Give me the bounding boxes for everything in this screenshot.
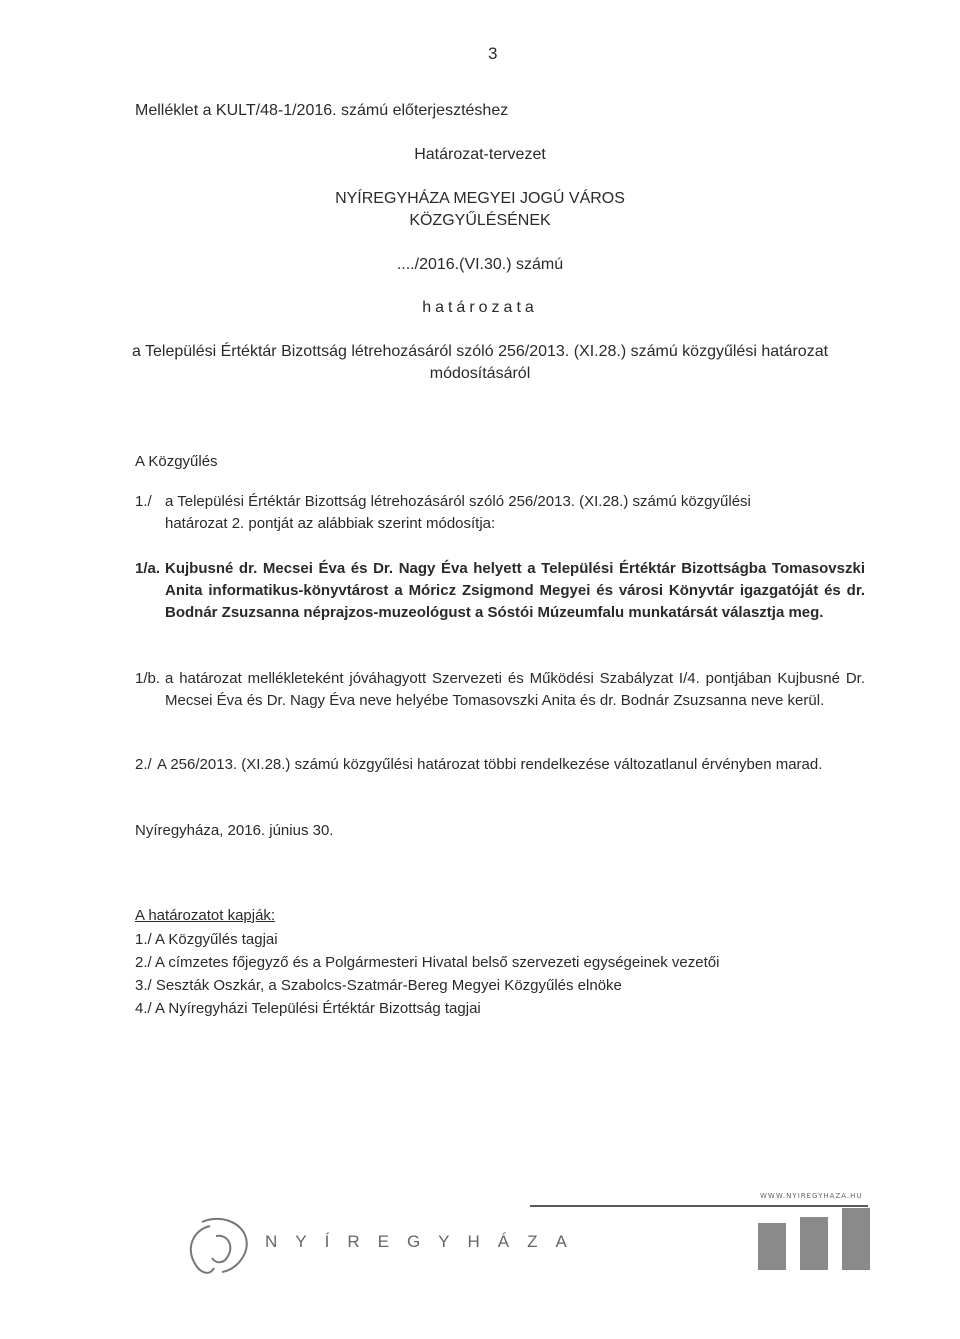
item-1-line-1: a Települési Értéktár Bizottság létrehozásáról szóló 256/2013. (XI.28.) számú közgyűlési (165, 493, 751, 510)
item-1b (135, 668, 865, 712)
item-1a (135, 558, 865, 624)
footer-brand: NYÍREGYHÁZA (265, 1232, 585, 1251)
draft-title: Határozat-tervezet (414, 146, 546, 163)
item-1b-text: a határozat mellékleteként jóváhagyott Szervezeti és Működési Szabályzat I/4. pontjában Kujbusné Dr. Mecsei Éva és Dr. Nagy Éva neve helyébe Tomasovszki Anita és dr. Bodnár Zsuzsanna neve kerül. (165, 670, 865, 709)
recipient-item: 4./ A Nyíregyházi Települési Értéktár Bizottság tagjai (135, 1000, 481, 1017)
recipients-list (135, 928, 719, 1020)
item-1a-label: 1/a. (135, 560, 161, 577)
resolution-number: ..../2016.(VI.30.) számú (396, 256, 564, 273)
subject-line-2: módosításáról (429, 365, 531, 382)
item-1-label: 1./ (135, 493, 152, 510)
footer-bar (758, 1223, 786, 1270)
page-number: 3 (488, 44, 498, 63)
footer-divider (530, 1205, 868, 1207)
footer-decorative-bars (758, 1208, 870, 1270)
issuer-line-1: NYÍREGYHÁZA MEGYEI JOGÚ VÁROS (335, 190, 625, 207)
place-date: Nyíregyháza, 2016. június 30. (135, 822, 334, 839)
item-2-text: A 256/2013. (XI.28.) számú közgyűlési határozat többi rendelkezése változatlanul érvényben marad. (157, 756, 823, 773)
subject-line-1: a Települési Értéktár Bizottság létrehozásáról szóló 256/2013. (XI.28.) számú közgyűlési határozat (131, 343, 829, 360)
recipients-title: A határozatot kapják: (135, 907, 276, 924)
footer-bar (842, 1208, 870, 1270)
footer-url: WWW.NYIREGYHAZA.HU (760, 1192, 863, 1200)
recipient-item: 2./ A címzetes főjegyző és a Polgármesteri Hivatal belső szervezeti egységeinek vezetői (135, 954, 720, 971)
recipient-item: 1./ A Közgyűlés tagjai (135, 931, 278, 948)
item-1a-text: Kujbusné dr. Mecsei Éva és Dr. Nagy Éva helyett a Települési Értéktár Bizottságba Tomasovszki Anita informatikus-könyvtárost a Móricz Zsigmond Megyei és városi Könyvtár igazgatóját és dr. Bodnár Zsuzsanna néprajzos-muzeológust a Sóstói Múzeumfalu munkatársát választja meg. (165, 560, 865, 621)
annex-reference: Melléklet a KULT/48-1/2016. számú előterjesztéshez (135, 102, 509, 119)
item-1 (135, 491, 835, 535)
item-2-label: 2./ (135, 756, 152, 773)
resolution-word: határozata (422, 299, 538, 316)
issuer-line-2: KÖZGYŰLÉSÉNEK (409, 212, 551, 229)
item-2 (135, 754, 865, 776)
item-1b-label: 1/b. (135, 670, 161, 687)
section-heading: A Közgyűlés (135, 453, 218, 470)
nyiregyhaza-logo-icon (180, 1212, 260, 1287)
footer-bar (800, 1217, 828, 1270)
item-1-line-2: határozat 2. pontját az alábbiak szerint módosítja: (165, 515, 496, 532)
recipient-item: 3./ Seszták Oszkár, a Szabolcs-Szatmár-Bereg Megyei Közgyűlés elnöke (135, 977, 622, 994)
